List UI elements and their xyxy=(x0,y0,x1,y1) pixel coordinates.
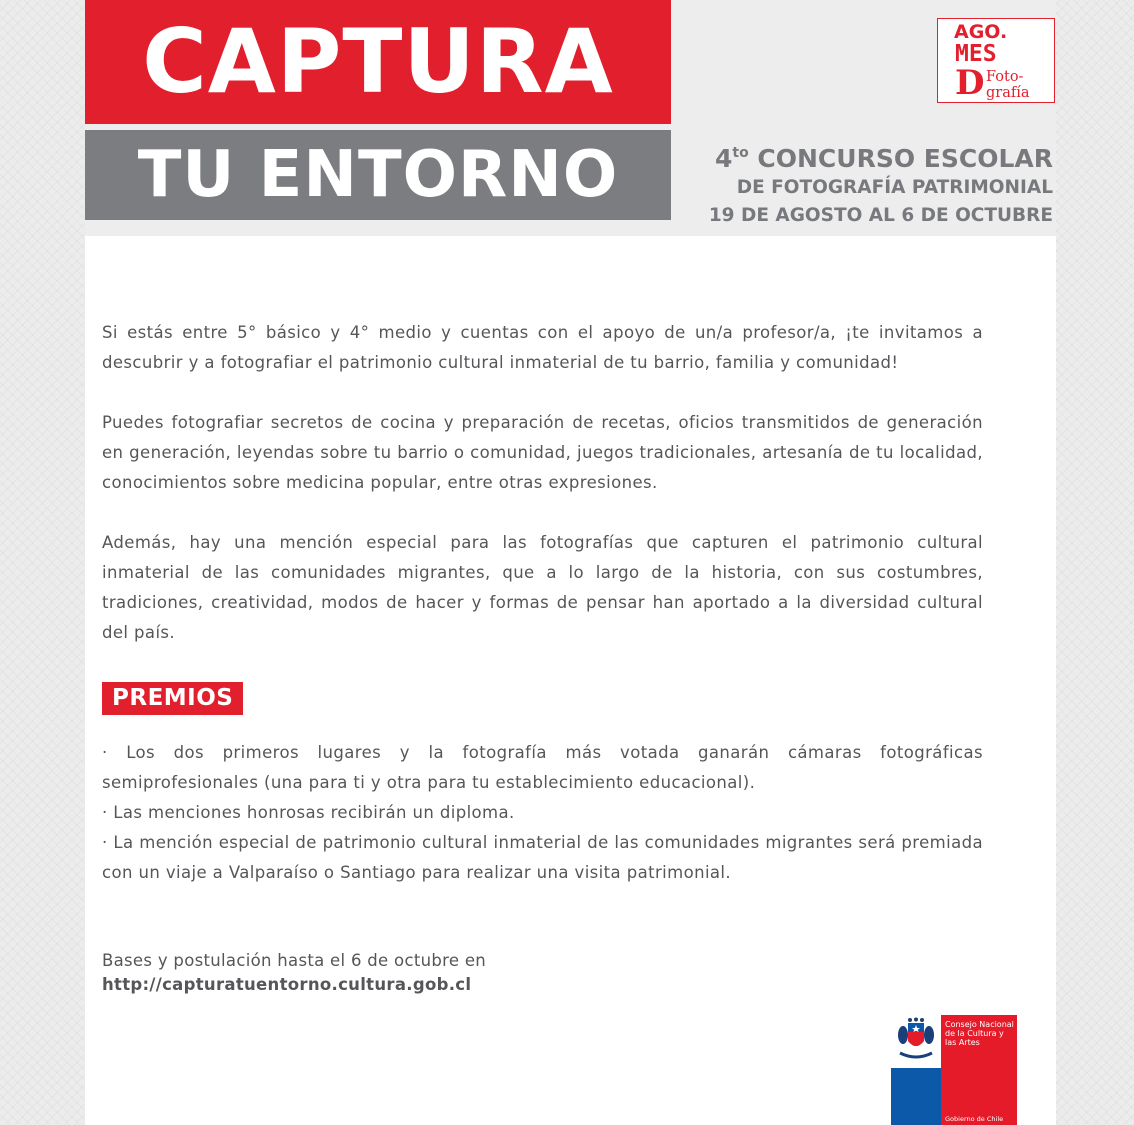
gobierno-text: Gobierno de Chile xyxy=(945,1115,1004,1123)
consejo-text: Consejo Nacional de la Cultura y las Artes xyxy=(945,1020,1014,1047)
examples-paragraph: Puedes fotografiar secretos de cocina y preparación de recetas, oficios transmitidos de generación en generación, leyendas sobre tu barrio o comunidad, juegos tradicionales, artesanía de tu localidad, conocimientos sobre medicina popular, entre otras expresiones. xyxy=(102,413,983,492)
prize-item: · Las menciones honrosas recibirán un diploma. xyxy=(102,803,515,822)
logo-grafia: grafía xyxy=(986,85,1030,101)
premios-heading: PREMIOS xyxy=(102,682,243,715)
prize-item: · La mención especial de patrimonio cultural inmaterial de las comunidades migrantes será premiada con un viaje a Valparaíso o Santiago para realizar una visita patrimonial. xyxy=(102,833,983,882)
title-banner-tu-entorno: TU ENTORNO xyxy=(85,130,671,220)
logo-mes: MES xyxy=(955,41,997,67)
special-mention-paragraph: Además, hay una mención especial para las fotografías que capturen el patrimonio cultural inmaterial de las comunidades migrantes, que a lo largo de la historia, con sus costumbres, tradiciones, creatividad, modos de hacer y formas de pensar han aportado a la diversidad cultural del país. xyxy=(102,533,983,642)
logo-d: D xyxy=(955,63,985,103)
poster-page xyxy=(85,0,1056,1125)
contest-info xyxy=(691,138,1053,230)
agosto-mes-fotografia-logo xyxy=(937,18,1055,103)
title-banner-captura: CAPTURA xyxy=(85,0,671,124)
consejo-cultura-logo xyxy=(891,1015,1017,1125)
bases-text: Bases y postulación hasta el 6 de octubre en xyxy=(102,951,487,970)
contest-number: 4 xyxy=(714,144,733,173)
contest-line2: DE FOTOGRAFÍA PATRIMONIAL xyxy=(736,177,1053,198)
logo-foto: Foto- xyxy=(986,69,1024,85)
prizes-list xyxy=(102,738,983,888)
contest-dates: 19 DE AGOSTO AL 6 DE OCTUBRE xyxy=(708,205,1053,226)
contest-line1 xyxy=(691,138,1053,174)
logo-ago: AGO. xyxy=(954,21,1008,43)
contest-title: CONCURSO ESCOLAR xyxy=(757,144,1053,173)
coat-of-arms-icon xyxy=(894,1017,938,1063)
intro-paragraph: Si estás entre 5° básico y 4° medio y cuentas con el apoyo de un/a profesor/a, ¡te invitamos a descubrir y a fotografiar el patrimonio cultural inmaterial de tu barrio, familia y comunidad! xyxy=(102,323,983,372)
contest-url-link[interactable]: http://capturatuentorno.cultura.gob.cl xyxy=(102,975,472,994)
contest-superscript: to xyxy=(732,145,749,161)
header xyxy=(85,0,1056,236)
prize-item: · Los dos primeros lugares y la fotografía más votada ganarán cámaras fotográficas semiprofesionales (una para ti y otra para tu establecimiento educacional). xyxy=(102,743,983,792)
